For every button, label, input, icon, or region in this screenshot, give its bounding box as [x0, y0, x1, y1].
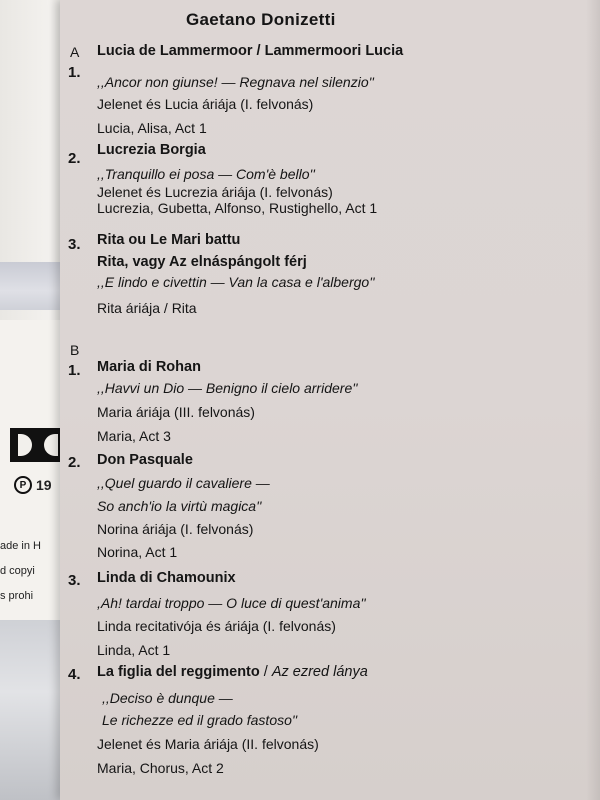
copyright-text: d copyi: [0, 565, 35, 577]
track-description: Jelenet és Maria áriája (II. felvonás): [97, 736, 319, 752]
track-title-hungarian: Az ezred lánya: [271, 664, 368, 680]
cassette-inlay-card: [60, 0, 600, 800]
track-title-line: [97, 664, 368, 680]
track-aria: ,Ah! tardai troppo — O luce di quest'anima'': [97, 595, 366, 611]
track-title: Lucrezia Borgia: [97, 142, 206, 158]
made-in-text: ade in H: [0, 540, 41, 552]
track-cast: Linda, Act 1: [97, 642, 171, 658]
track-number: 2.: [68, 454, 81, 471]
copyright-year: 19: [36, 477, 52, 493]
track-aria: ,,Tranquillo ei posa — Com'è bello'': [97, 166, 315, 182]
composer-title: Gaetano Donizetti: [186, 10, 336, 29]
track-aria: ,,Deciso è dunque —: [102, 690, 233, 706]
track-cast: Norina, Act 1: [97, 544, 178, 560]
track-title: La figlia del reggimento: [97, 664, 260, 680]
track-aria-continued: So anch'io la virtù magica'': [97, 498, 262, 514]
track-aria: ,,E lindo e civettin — Van la casa e l'albergo'': [97, 274, 375, 290]
track-number: 3.: [68, 236, 81, 253]
track-description: Maria áriája (III. felvonás): [97, 404, 255, 420]
track-title: Maria di Rohan: [97, 359, 201, 375]
track-title: Rita ou Le Mari battu: [97, 232, 241, 248]
track-cast: Maria, Chorus, Act 2: [97, 760, 224, 776]
track-description: Rita áriája / Rita: [97, 300, 197, 316]
side-b-label: B: [70, 342, 80, 358]
track-aria: ,,Havvi un Dio — Benigno il cielo arridere'': [97, 380, 358, 396]
track-aria: ,,Ancor non giunse! — Regnava nel silenzio'': [97, 74, 374, 90]
cassette-shell-bottom: [0, 620, 62, 800]
track-description: Jelenet és Lucrezia áriája (I. felvonás): [97, 184, 333, 200]
track-title: Don Pasquale: [97, 452, 193, 468]
dolby-logo: [10, 428, 66, 462]
track-number: 1.: [68, 362, 81, 379]
track-number: 3.: [68, 572, 81, 589]
side-a-label: A: [70, 44, 80, 60]
track-cast: Lucia, Alisa, Act 1: [97, 120, 207, 136]
track-number: 4.: [68, 666, 81, 683]
track-aria-continued: Le richezze ed il grado fastoso'': [102, 712, 298, 728]
track-description: Jelenet és Lucia áriája (I. felvonás): [97, 96, 314, 112]
card-edge-shadow: [586, 0, 600, 800]
track-aria: ,,Quel guardo il cavaliere —: [97, 475, 270, 491]
track-description: Linda recitativója és áriája (I. felvonás): [97, 618, 336, 634]
track-title-hungarian: Rita, vagy Az elnáspángolt férj: [97, 254, 307, 270]
track-number: 1.: [68, 64, 81, 81]
track-cast: Maria, Act 3: [97, 428, 171, 444]
prohibited-text: s prohi: [0, 590, 34, 602]
track-title: Lucia de Lammermoor / Lammermoori Lucia: [97, 43, 404, 59]
track-number: 2.: [68, 150, 81, 167]
phonogram-copyright-icon: P: [14, 476, 32, 494]
track-cast: Lucrezia, Gubetta, Alfonso, Rustighello, Act 1: [97, 200, 378, 216]
track-title: Linda di Chamounix: [97, 570, 236, 586]
track-description: Norina áriája (I. felvonás): [97, 521, 254, 537]
title-separator: /: [259, 664, 272, 680]
